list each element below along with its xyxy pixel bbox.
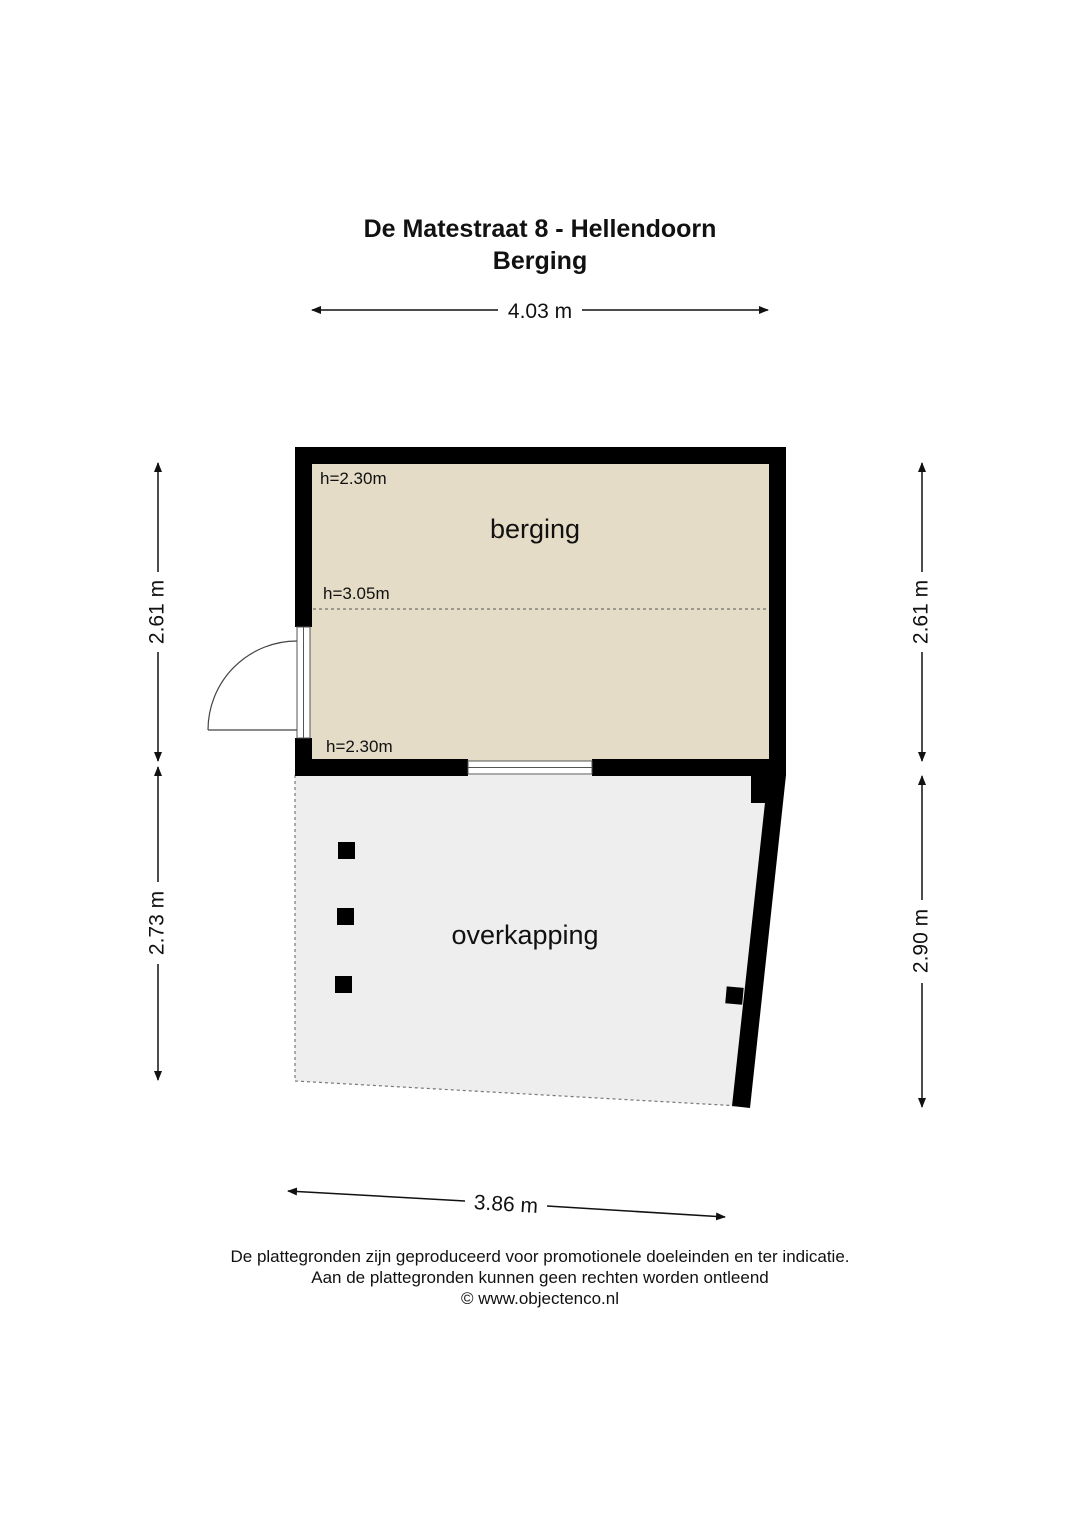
column [725,986,743,1004]
dimension-label-left-lower: 2.73 m [145,890,169,956]
plan-floor-title: Berging [492,247,588,275]
height-label-bottom: h=2.30m [326,737,393,756]
column [337,908,354,925]
plan-address-title: De Matestraat 8 - Hellendoorn [363,215,717,243]
dimension-right-upper [910,463,933,761]
column [335,976,352,993]
dimension-label-right-lower: 2.90 m [909,908,933,974]
dimension-right-lower [910,776,933,1107]
dimension-label-top: 4.03 m [507,300,573,323]
dimension-label-right-upper: 2.61 m [909,579,933,645]
door [208,627,310,738]
dimension-left-upper [146,463,169,761]
dimension-top-width [312,300,768,323]
height-label-top: h=2.30m [320,469,387,488]
column [338,842,355,859]
window [468,761,592,774]
wall-notch [751,775,771,803]
dimension-label-left-upper: 2.61 m [145,579,169,645]
disclaimer-line-1: De plattegronden zijn geproduceerd voor promotionele doeleinden en ter indicatie. [230,1247,850,1266]
room-label-overkapping: overkapping [451,920,599,950]
dimension-bottom-width [288,1191,725,1218]
dimension-left-lower [146,767,169,1080]
height-label-ridge: h=3.05m [323,584,390,603]
dimension-label-bottom: 3.86 m [473,1191,539,1218]
room-label-berging: berging [489,514,581,544]
disclaimer-line-2: Aan de plattegronden kunnen geen rechten worden ontleend [311,1268,769,1287]
berging-floor [303,455,777,767]
copyright-link[interactable]: © www.objectenco.nl [460,1289,620,1308]
